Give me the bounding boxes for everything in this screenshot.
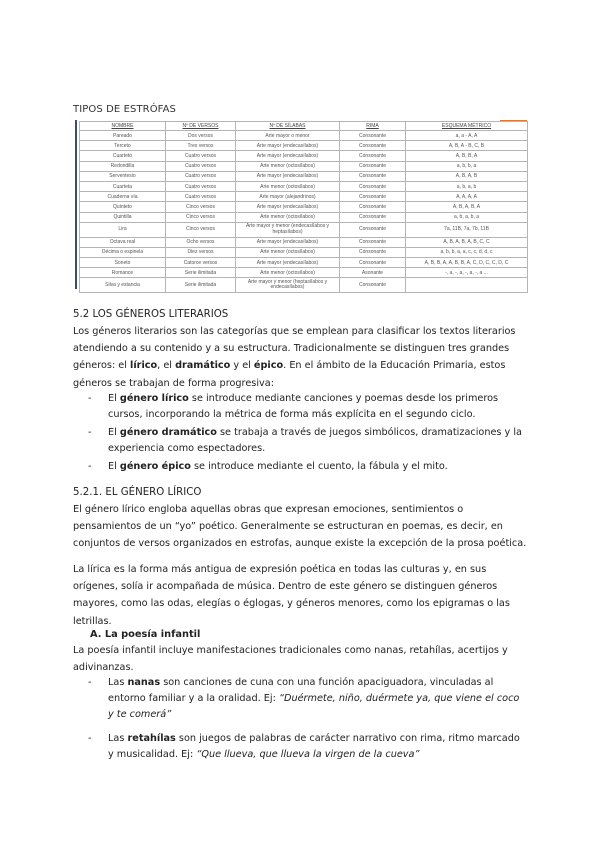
table-row bbox=[80, 268, 528, 278]
table-cell: Cuatro versos bbox=[166, 171, 236, 181]
table-cell: Consonante bbox=[340, 278, 406, 293]
text-span: El bbox=[108, 461, 120, 472]
table-row bbox=[80, 222, 528, 237]
table-row bbox=[80, 151, 528, 161]
text-span: son juegos de palabras de carácter narrativo con rima, ritmo marcado y musicalidad. Ej: bbox=[108, 733, 520, 760]
table-cell: Serie ilimitada bbox=[166, 278, 236, 293]
section-heading-generos: 5.2 LOS GÉNEROS LITERARIOS bbox=[73, 309, 229, 320]
table-cell: Consonante bbox=[340, 161, 406, 171]
table-cell: Terceto bbox=[80, 141, 166, 151]
table-cell: Pareado bbox=[80, 131, 166, 141]
table-cell: Cuarteta bbox=[80, 181, 166, 191]
table-cell bbox=[406, 278, 528, 293]
bullet-dash: - bbox=[88, 427, 92, 438]
table-cell: a, a - A, A bbox=[406, 131, 528, 141]
example-quote: “Que llueva, que llueva la virgen de la cueva” bbox=[196, 749, 420, 760]
list-item bbox=[88, 675, 528, 723]
table-cell: Consonante bbox=[340, 237, 406, 247]
table-cell: Redondilla bbox=[80, 161, 166, 171]
table-cell: Cuatro versos bbox=[166, 192, 236, 202]
bullet-dash: - bbox=[88, 733, 92, 744]
poesia-infantil-paragraph: La poesía infantil incluye manifestaciones tradicionales como nanas, retahílas, acertijos y adivinanzas. bbox=[73, 645, 508, 674]
list-item bbox=[88, 459, 528, 475]
text-span: Los géneros literarios son las categorías que se emplean para clasificar los textos literarios atendiendo a su contenido y a su estructura. Tradicionalmente se distinguen tres grandes géneros: el bbox=[73, 326, 516, 372]
table-cell: 7a, 11B, 7a, 7b, 11B bbox=[406, 222, 528, 237]
table-cell: Asonante bbox=[340, 268, 406, 278]
table-cell: Consonante bbox=[340, 151, 406, 161]
table-row bbox=[80, 247, 528, 257]
text-span: El bbox=[108, 427, 120, 438]
table-row bbox=[80, 131, 528, 141]
table-cell: Arte mayor y menor (endecasílabos y heptasílabos) bbox=[236, 222, 340, 237]
table-cell: Décima o espinela bbox=[80, 247, 166, 257]
generos-intro-paragraph bbox=[73, 323, 533, 392]
table-row bbox=[80, 192, 528, 202]
generos-bullet-list bbox=[88, 391, 528, 475]
table-cell: Diez versos bbox=[166, 247, 236, 257]
table-cell: a, b, b, a, a, c, c, d, d, c bbox=[406, 247, 528, 257]
poesia-bullet-list bbox=[88, 675, 528, 763]
table-cell: a, b, b, a bbox=[406, 161, 528, 171]
table-cell: Consonante bbox=[340, 247, 406, 257]
table-cell: Arte mayor (endecasílabos) bbox=[236, 202, 340, 212]
table-cell: Ocho versos bbox=[166, 237, 236, 247]
column-header: Nº DE VERSOS bbox=[166, 122, 236, 131]
table-cell: Serventesio bbox=[80, 171, 166, 181]
table-cell: Arte mayor (endecasílabos) bbox=[236, 237, 340, 247]
table-cell: Cinco versos bbox=[166, 202, 236, 212]
table-cell: a, b, a, b, a bbox=[406, 212, 528, 222]
table-cell: Arte menor (octosílabos) bbox=[236, 247, 340, 257]
list-item bbox=[88, 425, 528, 457]
table-cell: Arte mayor (endecasílabos) bbox=[236, 141, 340, 151]
lirico-paragraph-1: El género lírico engloba aquellas obras que expresan emociones, sentimientos o pensamientos de un “yo” poético. Generalmente se estructuran en poemas, es decir, en conjuntos de versos organizados en estrofas, aunque existe la excepción de la prosa poética. bbox=[73, 504, 527, 550]
table-cell: Arte mayor (alejandrinos) bbox=[236, 192, 340, 202]
table-cell: Arte mayor (endecasílabos) bbox=[236, 171, 340, 181]
bold-term: género lírico bbox=[119, 393, 189, 404]
text-span: y el bbox=[230, 360, 254, 372]
table-row bbox=[80, 161, 528, 171]
table-cell: Cuaderna vía bbox=[80, 192, 166, 202]
text-span: , el bbox=[157, 360, 176, 372]
list-item bbox=[88, 731, 528, 763]
column-header: Nº DE SÍLABAS bbox=[236, 122, 340, 131]
table-cell: Consonante bbox=[340, 258, 406, 268]
table-cell: Consonante bbox=[340, 171, 406, 181]
table-cell: Serie ilimitada bbox=[166, 268, 236, 278]
table-cell: Arte menor (octosílabos) bbox=[236, 212, 340, 222]
column-header: ESQUEMA MÉTRICO bbox=[406, 122, 528, 131]
section-heading-lirico: 5.2.1. EL GÉNERO LÍRICO bbox=[73, 487, 202, 498]
table-cell: Arte mayor o menor bbox=[236, 131, 340, 141]
table-cell: Dos versos bbox=[166, 131, 236, 141]
bold-term: género épico bbox=[119, 461, 191, 472]
table-cell: A, A, A, A bbox=[406, 192, 528, 202]
table-cell: A, B, A - B, C, B bbox=[406, 141, 528, 151]
table-row bbox=[80, 141, 528, 151]
table-cell: Soneto bbox=[80, 258, 166, 268]
table-cell: Quintilla bbox=[80, 212, 166, 222]
stanza-types-table-wrapper bbox=[75, 121, 527, 291]
table-cell: Arte menor (octosílabos) bbox=[236, 268, 340, 278]
table-cell: Cuatro versos bbox=[166, 161, 236, 171]
table-cell: Cuatro versos bbox=[166, 181, 236, 191]
table-cell: Arte menor (octosílabos) bbox=[236, 161, 340, 171]
text-span: Las bbox=[108, 677, 128, 688]
table-cell: Tres versos bbox=[166, 141, 236, 151]
bullet-dash: - bbox=[88, 393, 92, 404]
text-span: se introduce mediante el cuento, la fábula y el mito. bbox=[190, 461, 448, 472]
bold-term-epico: épico bbox=[253, 360, 284, 372]
table-cell: A, B, A, B, A bbox=[406, 202, 528, 212]
text-span: se trabaja a través de juegos simbólicos, dramatizaciones y la experiencia como espectadores. bbox=[108, 427, 522, 454]
bold-term-nanas: nanas bbox=[127, 677, 161, 688]
lirico-paragraph-2: La lírica es la forma más antigua de expresión poética en todas las culturas y, en sus orígenes, solía ir acompañada de música. Dentro de este género se distinguen géneros mayores, como las odas, elegías o églogas, y géneros menores, como los epigramas o las letrillas. bbox=[73, 564, 510, 627]
table-cell: A, B, B, A, A, B, B, A, C, D, C, C, D, C bbox=[406, 258, 528, 268]
table-cell: Consonante bbox=[340, 192, 406, 202]
table-row bbox=[80, 278, 528, 293]
table-row bbox=[80, 171, 528, 181]
table-cell: A, B, A, B bbox=[406, 171, 528, 181]
table-row bbox=[80, 181, 528, 191]
table-cell: Quinteto bbox=[80, 202, 166, 212]
table-cell: Lira bbox=[80, 222, 166, 237]
example-quote: “Duérmete, niño, duérmete ya, que viene el coco y te comerá” bbox=[108, 693, 520, 720]
table-row bbox=[80, 202, 528, 212]
table-cell: Octava real bbox=[80, 237, 166, 247]
bold-term-dramatico: dramático bbox=[175, 360, 231, 372]
column-header: NOMBRE bbox=[80, 122, 166, 131]
column-header: RIMA bbox=[340, 122, 406, 131]
table-row bbox=[80, 212, 528, 222]
section-title: TIPOS DE ESTRÓFAS bbox=[73, 104, 176, 115]
table-header-row bbox=[80, 122, 528, 131]
table-cell: Consonante bbox=[340, 222, 406, 237]
text-span: Las bbox=[108, 733, 128, 744]
table-cell: -, a, -, a, -, a, -, a ... bbox=[406, 268, 528, 278]
text-span: . En el ámbito de la Educación Primaria, estos géneros se trabajan de forma progresiva: bbox=[73, 360, 506, 389]
table-cell: Cinco versos bbox=[166, 222, 236, 237]
table-cell: Consonante bbox=[340, 181, 406, 191]
bold-term-lirico: lírico bbox=[130, 360, 158, 372]
table-row bbox=[80, 258, 528, 268]
table-cell: Romance bbox=[80, 268, 166, 278]
table-cell: Cuatro versos bbox=[166, 151, 236, 161]
table-cell: Arte mayor y menor (heptasílabos y endecasílabos) bbox=[236, 278, 340, 293]
bold-term: género dramático bbox=[119, 427, 217, 438]
list-item bbox=[88, 391, 528, 423]
bullet-dash: - bbox=[88, 461, 92, 472]
stanza-types-table bbox=[79, 121, 528, 293]
table-cell: Silva y estancia bbox=[80, 278, 166, 293]
table-cell: Consonante bbox=[340, 131, 406, 141]
table-cell: A, B, A, B, A, B, C, C bbox=[406, 237, 528, 247]
table-cell: Catorce versos bbox=[166, 258, 236, 268]
table-cell: Arte menor (octosílabos) bbox=[236, 181, 340, 191]
table-cell: Consonante bbox=[340, 141, 406, 151]
text-span: El bbox=[108, 393, 120, 404]
table-cell: Cinco versos bbox=[166, 212, 236, 222]
table-cell: Arte mayor (endecasílabos) bbox=[236, 151, 340, 161]
table-cell: Consonante bbox=[340, 202, 406, 212]
table-row bbox=[80, 237, 528, 247]
bullet-dash: - bbox=[88, 677, 92, 688]
table-cell: A, B, B, A bbox=[406, 151, 528, 161]
text-span: son canciones de cuna con una función apaciguadora, vinculadas al entorno familiar y a la oralidad. Ej: bbox=[108, 677, 494, 704]
table-cell: a, b, a, b bbox=[406, 181, 528, 191]
text-span: se introduce mediante canciones y poemas desde los primeros cursos, incorporando la métrica de forma más explícita en el segundo ciclo. bbox=[108, 393, 499, 420]
bold-term-retahilas: retahílas bbox=[127, 733, 176, 744]
subheading-poesia-infantil: A. La poesía infantil bbox=[90, 629, 201, 640]
table-cell: Cuarteto bbox=[80, 151, 166, 161]
table-cell: Consonante bbox=[340, 212, 406, 222]
table-cell: Arte mayor (endecasílabos) bbox=[236, 258, 340, 268]
